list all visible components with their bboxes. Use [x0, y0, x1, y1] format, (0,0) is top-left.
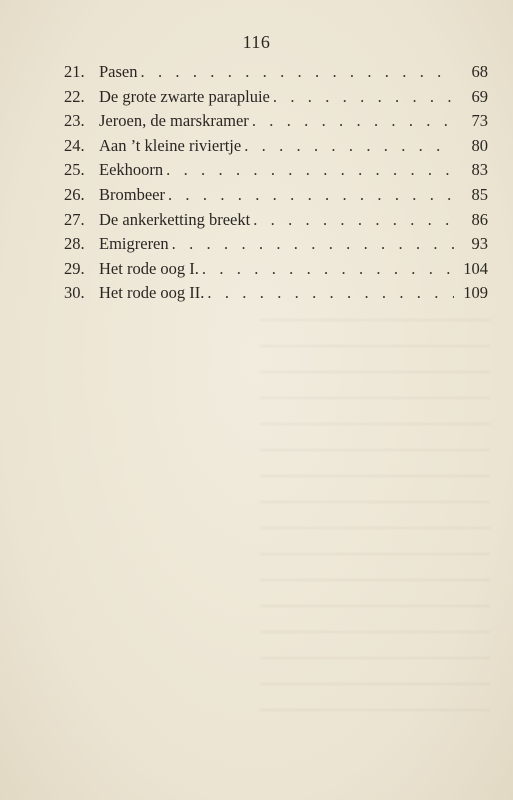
entry-page: 73: [471, 111, 488, 131]
entry-number: 21.: [64, 62, 85, 81]
entry-page: 85: [471, 184, 488, 204]
entry-number: 29.: [64, 258, 85, 278]
entry-title: Brombeer: [99, 184, 165, 204]
entry-title: Emigreren: [99, 234, 169, 254]
toc-entry: [64, 87, 488, 112]
entry-title: Eekhoorn: [99, 160, 164, 180]
toc-entry: [64, 185, 488, 210]
entry-title: Jeroen, de marskramer: [99, 111, 249, 131]
page-number: 116: [242, 32, 271, 52]
entry-page: 80: [471, 135, 488, 155]
dot-leader: [172, 234, 454, 254]
toc-entry: [64, 259, 488, 284]
entry-page: 93: [471, 234, 488, 254]
dot-leader: [141, 62, 455, 82]
toc-entry: [64, 136, 488, 161]
entry-title: De grote zwarte parapluiе: [99, 86, 270, 106]
toc-entry: [64, 62, 488, 87]
entry-page: 83: [471, 160, 488, 180]
dot-leader: [252, 111, 454, 131]
table-of-contents: [64, 62, 488, 308]
toc-entry: [64, 210, 488, 235]
toc-entry: [64, 111, 488, 136]
entry-title: Aan ’t kleine riviertje: [99, 135, 242, 155]
entry-page: 104: [463, 258, 488, 278]
toc-entry: [64, 160, 488, 185]
toc-entry: [64, 283, 488, 308]
entry-page: 109: [463, 283, 488, 303]
entry-title: Pasen: [99, 62, 138, 81]
entry-number: 22.: [64, 86, 85, 106]
entry-number: 23.: [64, 111, 85, 131]
entry-page: 68: [471, 62, 488, 81]
entry-number: 24.: [64, 135, 85, 155]
dot-leader: [168, 185, 454, 205]
entry-number: 25.: [64, 160, 85, 180]
entry-page: 86: [471, 209, 488, 229]
entry-number: 28.: [64, 234, 85, 254]
entry-number: 26.: [64, 184, 85, 204]
dot-leader: [253, 210, 454, 230]
entry-title: Het rode oog II.: [99, 283, 205, 303]
entry-title: Het rode oog I.: [99, 258, 199, 278]
dot-leader: [273, 87, 454, 107]
dot-leader: [244, 136, 454, 156]
entry-title: De ankerketting breekt: [99, 209, 251, 229]
entry-page: 69: [471, 86, 488, 106]
show-through-texture: [260, 300, 490, 720]
dot-leader: [202, 259, 454, 279]
entry-number: 27.: [64, 209, 85, 229]
entry-number: 30.: [64, 283, 85, 303]
dot-leader: [207, 283, 454, 303]
dot-leader: [166, 160, 454, 180]
toc-entry: [64, 234, 488, 259]
